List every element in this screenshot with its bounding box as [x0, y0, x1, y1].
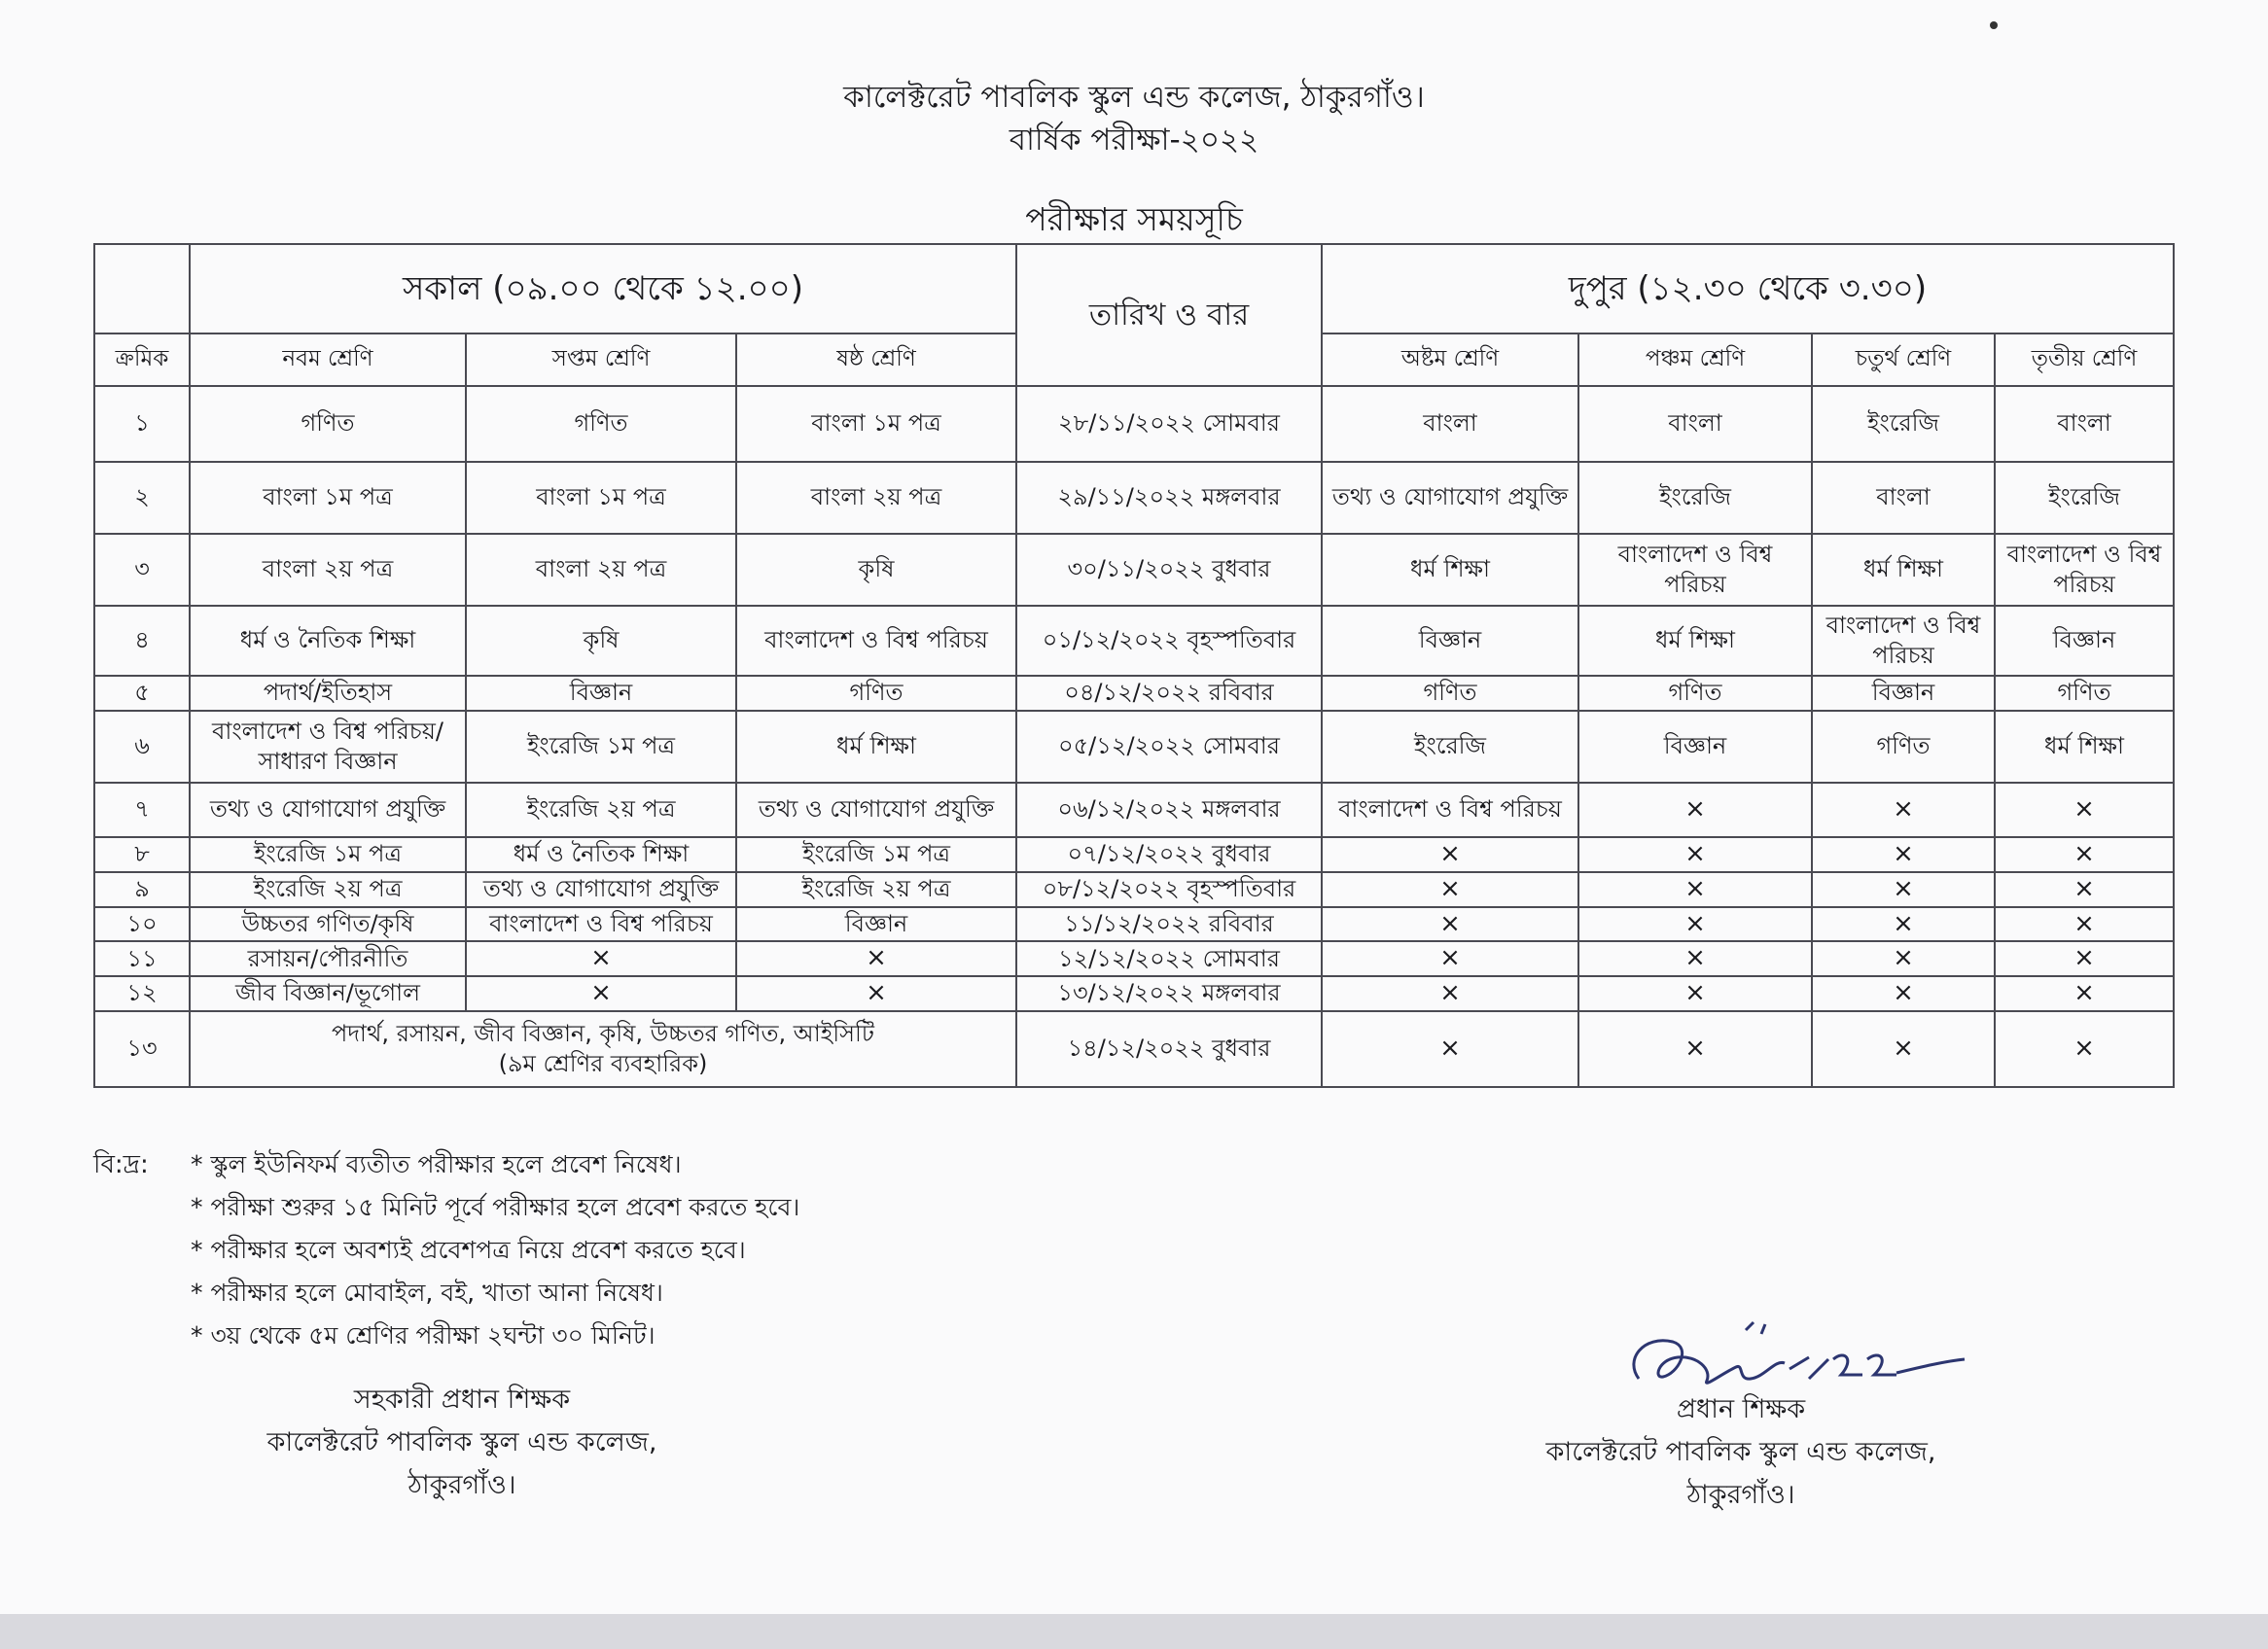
class7-cell: ×	[466, 941, 736, 976]
head-signature-block	[1498, 1388, 1984, 1517]
class4-cell: বাংলা	[1812, 462, 1995, 534]
class4-cell: বিজ্ঞান	[1812, 676, 1995, 711]
class8-cell: ×	[1322, 976, 1578, 1011]
class4-cell: ×	[1812, 1011, 1995, 1087]
note-item: * পরীক্ষা শুরুর ১৫ মিনিট পূর্বে পরীক্ষার হলে প্রবেশ করতে হবে।	[191, 1193, 800, 1221]
class5-cell: বাংলাদেশ ও বিশ্ব পরিচয়	[1578, 534, 1812, 606]
class3-cell: ×	[1995, 907, 2174, 942]
assistant-head-place: ঠাকুরগাঁও।	[408, 1470, 516, 1500]
date-cell: ০১/১২/২০২২ বৃহস্পতিবার	[1016, 606, 1322, 676]
table-row	[94, 711, 2174, 783]
table-row	[94, 872, 2174, 907]
class6-cell: ইংরেজি ১ম পত্র	[736, 837, 1016, 872]
class3-cell: গণিত	[1995, 676, 2174, 711]
class3-cell: ×	[1995, 783, 2174, 837]
date-cell: ০৮/১২/২০২২ বৃহস্পতিবার	[1016, 872, 1322, 907]
date-cell: ২৯/১১/২০২২ মঙ্গলবার	[1016, 462, 1322, 534]
table-row	[94, 976, 2174, 1011]
class9-cell: ইংরেজি ১ম পত্র	[190, 837, 466, 872]
col-serial: ক্রমিক	[94, 333, 190, 386]
class8-cell: গণিত	[1322, 676, 1578, 711]
note-item: * স্কুল ইউনিফর্ম ব্যতীত পরীক্ষার হলে প্রবেশ নিষেধ।	[191, 1150, 682, 1178]
class4-cell: গণিত	[1812, 711, 1995, 783]
table-row	[94, 783, 2174, 837]
table-row	[94, 941, 2174, 976]
col-class6: ষষ্ঠ শ্রেণি	[736, 333, 1016, 386]
class8-cell: ×	[1322, 941, 1578, 976]
head-place: ঠাকুরগাঁও।	[1686, 1480, 1795, 1510]
class8-cell: বাংলাদেশ ও বিশ্ব পরিচয়	[1322, 783, 1578, 837]
class8-cell: ×	[1322, 1011, 1578, 1087]
date-cell: ১৩/১২/২০২২ মঙ্গলবার	[1016, 976, 1322, 1011]
class6-cell: ×	[736, 941, 1016, 976]
serial-cell: ১১	[94, 941, 190, 976]
class7-cell: তথ্য ও যোগাযোগ প্রযুক্তি	[466, 872, 736, 907]
class3-cell: ×	[1995, 976, 2174, 1011]
class7-cell: ইংরেজি ২য় পত্র	[466, 783, 736, 837]
table-row	[94, 606, 2174, 676]
class4-cell: ×	[1812, 907, 1995, 942]
class3-cell: ×	[1995, 1011, 2174, 1087]
afternoon-shift-header: দুপুর (১২.৩০ থেকে ৩.৩০)	[1322, 244, 2174, 333]
date-cell: ০৫/১২/২০২২ সোমবার	[1016, 711, 1322, 783]
class9-cell: ধর্ম ও নৈতিক শিক্ষা	[190, 606, 466, 676]
class4-cell: বাংলাদেশ ও বিশ্ব পরিচয়	[1812, 606, 1995, 676]
table-row	[94, 534, 2174, 606]
class8-cell: বাংলা	[1322, 386, 1578, 462]
class4-cell: ×	[1812, 976, 1995, 1011]
class9-cell: জীব বিজ্ঞান/ভূগোল	[190, 976, 466, 1011]
assistant-head-signature-block	[243, 1379, 681, 1507]
serial-cell: ৪	[94, 606, 190, 676]
date-cell: ০৪/১২/২০২২ রবিবার	[1016, 676, 1322, 711]
class5-cell: ×	[1578, 783, 1812, 837]
date-header: তারিখ ও বার	[1016, 244, 1322, 386]
class7-cell: ধর্ম ও নৈতিক শিক্ষা	[466, 837, 736, 872]
table-row	[94, 676, 2174, 711]
class6-cell: ×	[736, 976, 1016, 1011]
head-title: প্রধান শিক্ষক	[1676, 1394, 1806, 1424]
serial-cell: ৫	[94, 676, 190, 711]
class3-cell: বাংলা	[1995, 386, 2174, 462]
serial-cell: ২	[94, 462, 190, 534]
table-row-practical	[94, 1011, 2174, 1087]
class9-cell: ইংরেজি ২য় পত্র	[190, 872, 466, 907]
class6-cell: বাংলাদেশ ও বিশ্ব পরিচয়	[736, 606, 1016, 676]
col-class9: নবম শ্রেণি	[190, 333, 466, 386]
serial-cell: ১৩	[94, 1011, 190, 1087]
col-class7: সপ্তম শ্রেণি	[466, 333, 736, 386]
class5-cell: ×	[1578, 976, 1812, 1011]
class6-cell: বিজ্ঞান	[736, 907, 1016, 942]
col-class5: পঞ্চম শ্রেণি	[1578, 333, 1812, 386]
class9-cell: পদার্থ/ইতিহাস	[190, 676, 466, 711]
table-row	[94, 837, 2174, 872]
class9-cell: বাংলা ১ম পত্র	[190, 462, 466, 534]
table-row	[94, 907, 2174, 942]
class3-cell: ×	[1995, 837, 2174, 872]
class7-cell: বিজ্ঞান	[466, 676, 736, 711]
class5-cell: ×	[1578, 907, 1812, 942]
routine-body	[94, 386, 2174, 1011]
class9-cell: বাংলাদেশ ও বিশ্ব পরিচয়/সাধারণ বিজ্ঞান	[190, 711, 466, 783]
class7-cell: ×	[466, 976, 736, 1011]
note-item: * পরীক্ষার হলে মোবাইল, বই, খাতা আনা নিষেধ।	[191, 1279, 663, 1307]
class5-cell: বিজ্ঞান	[1578, 711, 1812, 783]
col-class3: তৃতীয় শ্রেণি	[1995, 333, 2174, 386]
class4-cell: ধর্ম শিক্ষা	[1812, 534, 1995, 606]
class3-cell: ইংরেজি	[1995, 462, 2174, 534]
class6-cell: ধর্ম শিক্ষা	[736, 711, 1016, 783]
class6-cell: ইংরেজি ২য় পত্র	[736, 872, 1016, 907]
table-row	[94, 462, 2174, 534]
class6-cell: গণিত	[736, 676, 1016, 711]
col-class4: চতুর্থ শ্রেণি	[1812, 333, 1995, 386]
class3-cell: ×	[1995, 872, 2174, 907]
date-cell: ০৬/১২/২০২২ মঙ্গলবার	[1016, 783, 1322, 837]
practical-note: (৯ম শ্রেণির ব্যবহারিক)	[498, 1049, 708, 1077]
class5-cell: ×	[1578, 872, 1812, 907]
table-row	[94, 386, 2174, 462]
class7-cell: গণিত	[466, 386, 736, 462]
head-org: কালেক্টরেট পাবলিক স্কুল এন্ড কলেজ,	[1545, 1437, 1936, 1467]
practical-subjects: পদার্থ, রসায়ন, জীব বিজ্ঞান, কৃষি, উচ্চতর গণিত, আইসিটি	[332, 1019, 874, 1047]
note-item: * পরীক্ষার হলে অবশ্যই প্রবেশপত্র নিয়ে প্রবেশ করতে হবে।	[191, 1236, 746, 1264]
notes-list	[191, 1143, 799, 1357]
assistant-head-title: সহকারী প্রধান শিক্ষক	[353, 1385, 571, 1415]
blank-corner	[94, 244, 190, 333]
class8-cell: ধর্ম শিক্ষা	[1322, 534, 1578, 606]
exam-routine-table	[93, 243, 2175, 1088]
class5-cell: গণিত	[1578, 676, 1812, 711]
class7-cell: বাংলাদেশ ও বিশ্ব পরিচয়	[466, 907, 736, 942]
scan-edge	[0, 1614, 2268, 1649]
date-cell: ১৪/১২/২০২২ বুধবার	[1016, 1011, 1322, 1087]
class9-cell: তথ্য ও যোগাযোগ প্রযুক্তি	[190, 783, 466, 837]
routine-title: পরীক্ষার সময়সূচি	[1025, 200, 1243, 238]
class7-cell: বাংলা ২য় পত্র	[466, 534, 736, 606]
exam-title: বার্ষিক পরীক্ষা-২০২২	[1009, 123, 1259, 158]
class4-cell: ×	[1812, 941, 1995, 976]
serial-cell: ১২	[94, 976, 190, 1011]
assistant-head-org: কালেক্টরেট পাবলিক স্কুল এন্ড কলেজ,	[266, 1427, 657, 1457]
serial-cell: ৮	[94, 837, 190, 872]
serial-cell: ৭	[94, 783, 190, 837]
class8-cell: ×	[1322, 907, 1578, 942]
class5-cell: বাংলা	[1578, 386, 1812, 462]
class4-cell: ×	[1812, 783, 1995, 837]
school-name: কালেক্টরেট পাবলিক স্কুল এন্ড কলেজ, ঠাকুরগাঁও।	[843, 80, 1425, 115]
class8-cell: ইংরেজি	[1322, 711, 1578, 783]
class5-cell: ×	[1578, 1011, 1812, 1087]
class5-cell: ইংরেজি	[1578, 462, 1812, 534]
class4-cell: ইংরেজি	[1812, 386, 1995, 462]
class4-cell: ×	[1812, 872, 1995, 907]
date-cell: ২৮/১১/২০২২ সোমবার	[1016, 386, 1322, 462]
class5-cell: ×	[1578, 941, 1812, 976]
class5-cell: ধর্ম শিক্ষা	[1578, 606, 1812, 676]
practical-subjects-cell	[190, 1011, 1016, 1087]
class9-cell: গণিত	[190, 386, 466, 462]
class9-cell: রসায়ন/পৌরনীতি	[190, 941, 466, 976]
serial-cell: ১	[94, 386, 190, 462]
class7-cell: কৃষি	[466, 606, 736, 676]
class9-cell: বাংলা ২য় পত্র	[190, 534, 466, 606]
class7-cell: ইংরেজি ১ম পত্র	[466, 711, 736, 783]
date-cell: ১১/১২/২০২২ রবিবার	[1016, 907, 1322, 942]
class8-cell: ×	[1322, 872, 1578, 907]
date-cell: ০৭/১২/২০২২ বুধবার	[1016, 837, 1322, 872]
note-item: * ৩য় থেকে ৫ম শ্রেণির পরীক্ষা ২ঘন্টা ৩০ মিনিট।	[191, 1321, 656, 1350]
note-label: বি:দ্র:	[93, 1150, 149, 1179]
serial-cell: ১০	[94, 907, 190, 942]
class8-cell: তথ্য ও যোগাযোগ প্রযুক্তি	[1322, 462, 1578, 534]
class8-cell: বিজ্ঞান	[1322, 606, 1578, 676]
class8-cell: ×	[1322, 837, 1578, 872]
class3-cell: বিজ্ঞান	[1995, 606, 2174, 676]
morning-shift-header: সকাল (০৯.০০ থেকে ১২.০০)	[190, 244, 1016, 333]
date-cell: ৩০/১১/২০২২ বুধবার	[1016, 534, 1322, 606]
serial-cell: ৯	[94, 872, 190, 907]
class6-cell: তথ্য ও যোগাযোগ প্রযুক্তি	[736, 783, 1016, 837]
date-cell: ১২/১২/২০২২ সোমবার	[1016, 941, 1322, 976]
serial-cell: ৬	[94, 711, 190, 783]
class4-cell: ×	[1812, 837, 1995, 872]
ink-dot	[1990, 21, 1998, 29]
serial-cell: ৩	[94, 534, 190, 606]
class6-cell: কৃষি	[736, 534, 1016, 606]
class3-cell: ×	[1995, 941, 2174, 976]
class9-cell: উচ্চতর গণিত/কৃষি	[190, 907, 466, 942]
class3-cell: ধর্ম শিক্ষা	[1995, 711, 2174, 783]
class5-cell: ×	[1578, 837, 1812, 872]
class7-cell: বাংলা ১ম পত্র	[466, 462, 736, 534]
class3-cell: বাংলাদেশ ও বিশ্ব পরিচয়	[1995, 534, 2174, 606]
col-class8: অষ্টম শ্রেণি	[1322, 333, 1578, 386]
class6-cell: বাংলা ১ম পত্র	[736, 386, 1016, 462]
class6-cell: বাংলা ২য় পত্র	[736, 462, 1016, 534]
